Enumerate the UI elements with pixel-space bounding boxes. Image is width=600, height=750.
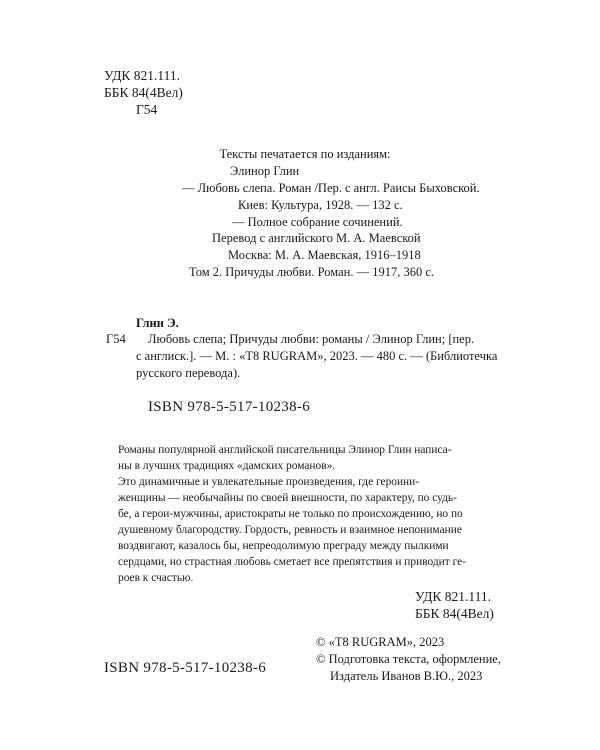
copyright-line: © «T8 RUGRAM», 2023 <box>316 635 445 649</box>
source-line: — Любовь слепа. Роман /Пер. с англ. Раисы Быховской. <box>182 181 480 195</box>
footer-udk: УДК 821.111. <box>415 589 492 604</box>
catalog-isbn: ISBN 978-5-517-10238-6 <box>148 399 311 415</box>
footer-isbn: ISBN 978-5-517-10238-6 <box>104 660 267 676</box>
catalog-line: Любовь слепа; Причуды любви: романы / Элинор Глин; [пер. <box>148 332 475 346</box>
source-line: — Полное собрание сочинений. <box>232 215 403 229</box>
source-line: Том 2. Причуды любви. Роман. — 1917, 360 с. <box>189 265 435 279</box>
annotation-line: бе, а герои-мужчины, аристократы не только по происхождению, но по <box>118 508 463 520</box>
bbk-code: ББК 84(4Вел) <box>104 85 183 100</box>
source-line: Киев: Культура, 1928. — 132 с. <box>238 198 403 212</box>
catalog-mark: Г54 <box>106 332 126 346</box>
source-editions <box>180 146 430 163</box>
source-line: Элинор Глин <box>230 164 300 178</box>
sources-heading: Тексты печатается по изданиям: <box>219 147 391 161</box>
annotation-line: женщины — необычайны по своей внешности, по характеру, по судь- <box>118 492 457 504</box>
copyright-line: Издатель Иванов В.Ю., 2023 <box>330 669 483 683</box>
annotation-line: воздвигают, казалось бы, непреодолимую преграду между пылкими <box>118 540 449 552</box>
source-line: Москва: М. А. Маевская, 1916–1918 <box>228 248 421 262</box>
source-line: Перевод с английского М. А. Маевской <box>212 231 421 245</box>
annotation-line: роев к счастью. <box>118 572 194 584</box>
catalog-line: с англиск.]. — М. : «T8 RUGRAM», 2023. — 480 с. — (Библиотечка <box>136 349 498 363</box>
footer-bbk: ББК 84(4Вел) <box>415 606 494 621</box>
annotation-line: Романы популярной английской писательницы Элинор Глин написа- <box>118 444 452 456</box>
annotation-paragraph-2 <box>118 474 506 586</box>
annotation-line: сердцами, но страстная любовь сметает все препятствия и приводит ге- <box>118 556 466 568</box>
catalog-author: Глин Э. <box>136 316 179 330</box>
annotation-line: ны в лучших традициях «дамских романов». <box>118 460 336 472</box>
annotation-line: душевному благородству. Гордость, ревность и взаимное непонимание <box>118 524 462 536</box>
annotation-paragraph-1 <box>118 442 506 474</box>
catalog-line: русского перевода). <box>136 366 241 380</box>
author-mark: Г54 <box>136 102 158 117</box>
udk-code: УДК 821.111. <box>104 68 181 83</box>
copyright-line: © Подготовка текста, оформление, <box>316 652 501 666</box>
annotation-line: Это динамичные и увлекательные произведения, где героини- <box>118 476 420 488</box>
